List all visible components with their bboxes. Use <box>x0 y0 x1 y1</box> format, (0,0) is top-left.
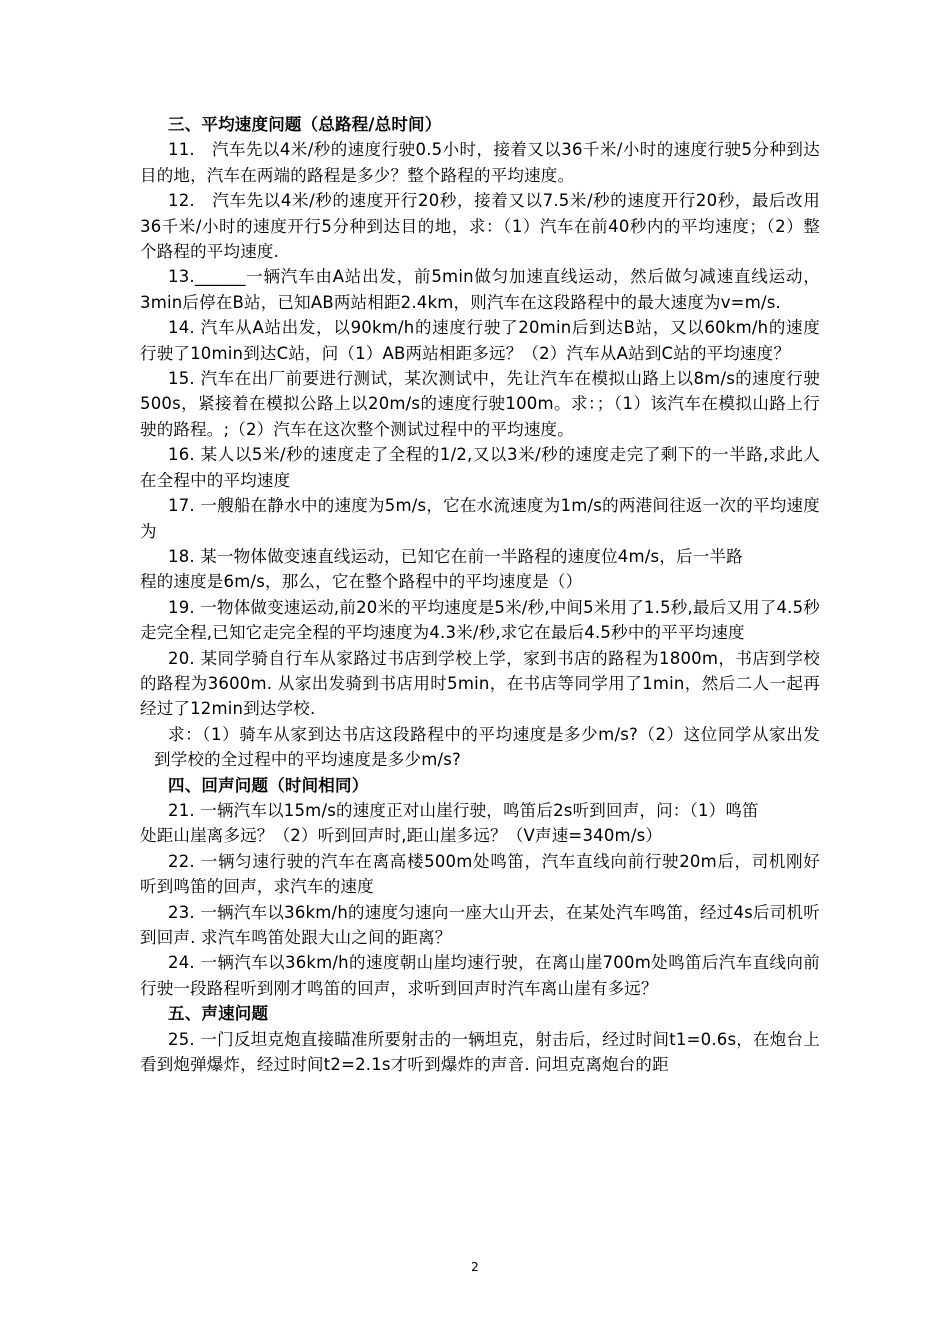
problem-19: 19. 一物体做变速运动,前20米的平均速度是5米/秒,中间5米用了1.5秒,最后又用了4.5秒走完全程,已知它走完全程的平均速度为4.3米/秒,求它在最后4.5秒中的平平均速度 <box>140 597 820 643</box>
problem-22: 22. 一辆匀速行驶的汽车在离高楼500m处鸣笛，汽车直线向前行驶20m后，司机刚好听到鸣笛的回声，求汽车的速度 <box>140 851 820 897</box>
problem-11: 11. 汽车先以4米/秒的速度行驶0.5小时，接着又以36千米/小时的速度行驶5分种到达目的地，汽车在两端的路程是多少？整个路程的平均速度。 <box>140 140 820 185</box>
problem-18-continued: 程的速度是6m/s，那么，它在整个路程中的平均速度是（） <box>140 572 583 592</box>
problem-15: 15. 汽车在出厂前要进行测试，某次测试中，先让汽车在模拟山路上以8m/s的速度行驶500s，紧接着在模拟公路上以20m/s的速度行驶100m。求：；（1）该汽车在模拟山路上行驶的路程。;（2）汽车在这次整个测试过程中的平均速度。 <box>140 369 820 439</box>
problem-14: 14. 汽车从A站出发，以90km/h的速度行驶了20min后到达B站，又以60km/h的速度行驶了10min到达C站，问（1）AB两站相距多远？（2）汽车从A站到C站的平均速度？ <box>140 318 820 363</box>
section-heading-sound-speed: 五、声速问题 <box>168 1004 269 1024</box>
problem-12: 12. 汽车先以4米/秒的速度开行20秒，接着又以7.5米/秒的速度开行20秒，最后改用36千米/小时的速度开行5分种到达目的地，求：（1）汽车在前40秒内的平均速度；（2）整个路程的平均速度. <box>140 191 820 262</box>
problem-24: 24. 一辆汽车以36km/h的速度朝山崖均速行驶，在离山崖700m处鸣笛后汽车直线向前行驶一段路程听到刚才鸣笛的回声，求听到回声时汽车离山崖有多远？ <box>140 953 820 998</box>
problem-18: 18. 某一物体做变速直线运动，已知它在前一半路程的速度位4m/s，后一半路 <box>168 546 743 566</box>
problem-21: 21. 一辆汽车以15m/s的速度正对山崖行驶，鸣笛后2s听到回声，问：（1）鸣笛 <box>168 800 759 820</box>
problem-16: 16. 某人以5米/秒的速度走了全程的1/2,又以3米/秒的速度走完了剩下的一半路,求此人在全程中的平均速度 <box>140 445 820 490</box>
page-number: 2 <box>471 1260 479 1274</box>
problem-25: 25. 一门反坦克炮直接瞄准所要射击的一辆坦克，射击后，经过时间t1=0.6s，在炮台上看到炮弹爆炸，经过时间t2=2.1s才听到爆炸的声音. 问坦克离炮台的距 <box>140 1029 820 1075</box>
problem-23: 23. 一辆汽车以36km/h的速度匀速向一座大山开去，在某处汽车鸣笛，经过4s后司机听到回声. 求汽车鸣笛处跟大山之间的距离？ <box>140 902 820 947</box>
problem-20: 20. 某同学骑自行车从家路过书店到学校上学，家到书店的路程为1800m，书店到学校的路程为3600m. 从家出发骑到书店用时5min，在书店等同学用了1min，然后二人一起再经过了12min到达学校. <box>140 648 820 719</box>
problem-17: 17. 一艘船在静水中的速度为5m/s，它在水流速度为1m/s的两港间往返一次的平均速度为 <box>140 496 820 541</box>
section-heading-echo: 四、回声问题（时间相同） <box>168 775 369 795</box>
page-content <box>140 112 820 1077</box>
problem-13: 13.______一辆汽车由A站出发，前5min做匀加速直线运动，然后做匀减速直线运动，3min后停在B站，已知AB两站相距2.4km，则汽车在这段路程中的最大速度为v=m/s. <box>140 267 820 312</box>
section-heading-average-speed: 三、平均速度问题（总路程/总时间） <box>168 115 442 134</box>
problem-21-continued: 处距山崖离多远？（2）听到回声时,距山崖多远？（V声速=340m/s） <box>140 826 663 846</box>
problem-20-question: 求：（1）骑车从家到达书店这段路程中的平均速度是多少m/s?（2）这位同学从家出发到学校的全过程中的平均速度是多少m/s? <box>154 724 820 770</box>
